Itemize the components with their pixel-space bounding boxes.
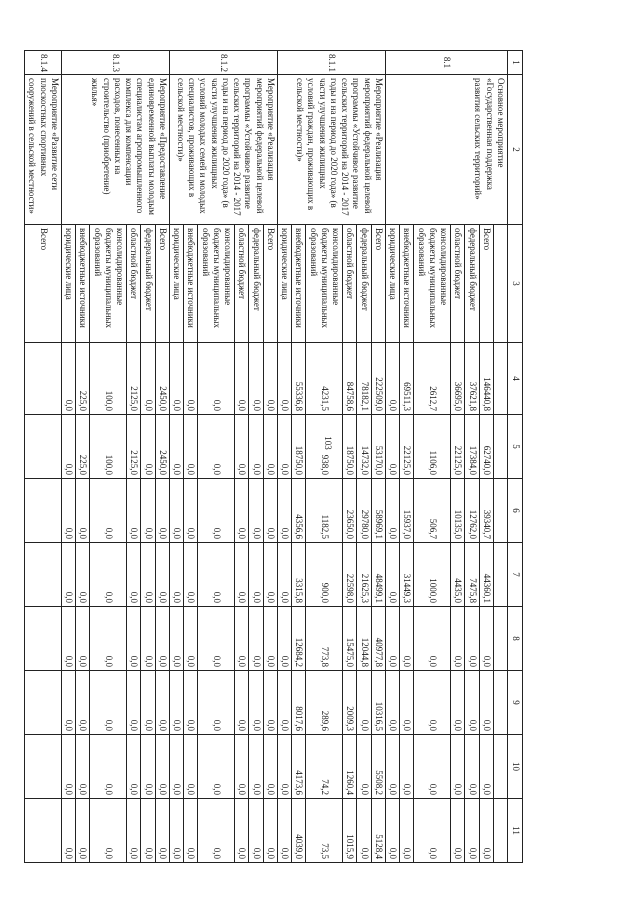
amount-cell: 0,0	[249, 735, 263, 799]
funding-source: Всего	[479, 225, 493, 343]
section-title: Основное мероприятие «Государственная поддержка развития сельских территорий»	[386, 75, 508, 225]
amount-cell	[494, 415, 508, 479]
amount-cell: 37621,8	[465, 343, 479, 415]
amount-cell: 23650,0	[343, 479, 357, 543]
amount-cell: 0,0	[76, 543, 90, 607]
amount-cell	[494, 671, 508, 735]
amount-cell: 62740,0	[479, 415, 493, 479]
amount-cell: 0,0	[235, 343, 249, 415]
amount-cell: 100,0	[90, 343, 127, 415]
amount-cell: 0,0	[249, 799, 263, 863]
funding-source	[494, 225, 508, 343]
column-number-row	[508, 51, 523, 863]
amount-cell	[25, 543, 62, 607]
column-number-header: 6	[508, 479, 523, 543]
amount-cell: 0,0	[357, 671, 371, 735]
amount-cell: 0,0	[451, 799, 465, 863]
amount-cell: 21625,3	[357, 543, 371, 607]
amount-cell: 0,0	[184, 671, 198, 735]
funding-source: Всего	[155, 225, 169, 343]
amount-cell: 0,0	[62, 671, 76, 735]
amount-cell: 8017,6	[292, 671, 306, 735]
amount-cell: 0,0	[400, 799, 414, 863]
amount-cell: 3315,8	[292, 543, 306, 607]
amount-cell: 84758,6	[343, 343, 357, 415]
amount-cell: 0,0	[278, 479, 292, 543]
amount-cell: 0,0	[184, 415, 198, 479]
amount-cell: 0,0	[184, 735, 198, 799]
amount-cell: 0,0	[90, 543, 127, 607]
amount-cell: 146440,8	[479, 343, 493, 415]
amount-cell: 22125,0	[400, 415, 414, 479]
amount-cell: 0,0	[62, 735, 76, 799]
amount-cell: 4231,5	[306, 343, 343, 415]
amount-cell: 0,0	[386, 415, 400, 479]
amount-cell: 0,0	[249, 479, 263, 543]
amount-cell: 2450,0	[155, 415, 169, 479]
amount-cell: 0,0	[90, 799, 127, 863]
amount-cell: 225,0	[76, 415, 90, 479]
funding-source: юридические лица	[170, 225, 184, 343]
amount-cell: 0,0	[141, 543, 155, 607]
amount-cell: 0,0	[235, 607, 249, 671]
amount-cell: 2009,3	[343, 671, 357, 735]
amount-cell	[494, 735, 508, 799]
amount-cell: 0,0	[278, 607, 292, 671]
amount-cell: 1106,0	[414, 415, 451, 479]
amount-cell: 73,5	[306, 799, 343, 863]
amount-cell: 289,6	[306, 671, 343, 735]
amount-cell: 0,0	[451, 735, 465, 799]
amount-cell: 0,0	[263, 543, 277, 607]
budget-table	[24, 50, 523, 863]
amount-cell: 0,0	[127, 735, 141, 799]
amount-cell: 0,0	[184, 343, 198, 415]
amount-cell: 506,7	[414, 479, 451, 543]
amount-cell: 0,0	[386, 479, 400, 543]
funding-source: консолидированные бюджеты муниципальных образований	[198, 225, 235, 343]
amount-cell: 1182,5	[306, 479, 343, 543]
section-code: 8.1.3	[62, 51, 170, 75]
amount-cell: 0,0	[278, 671, 292, 735]
amount-cell: 0,0	[76, 479, 90, 543]
amount-cell: 0,0	[170, 343, 184, 415]
funding-source: консолидированные бюджеты муниципальных образований	[414, 225, 451, 343]
amount-cell: 0,0	[141, 607, 155, 671]
amount-cell: 0,0	[278, 415, 292, 479]
amount-cell: 100,0	[90, 415, 127, 479]
amount-cell: 17384,0	[465, 415, 479, 479]
amount-cell	[25, 343, 62, 415]
amount-cell: 0,0	[386, 735, 400, 799]
amount-cell: 2125,0	[127, 415, 141, 479]
amount-cell: 0,0	[263, 607, 277, 671]
amount-cell: 69511,3	[400, 343, 414, 415]
amount-cell: 2450,0	[155, 343, 169, 415]
amount-cell: 0,0	[249, 671, 263, 735]
amount-cell: 0,0	[141, 415, 155, 479]
amount-cell: 0,0	[62, 479, 76, 543]
amount-cell: 0,0	[400, 671, 414, 735]
amount-cell: 0,0	[76, 799, 90, 863]
amount-cell: 0,0	[198, 671, 235, 735]
amount-cell: 0,0	[263, 735, 277, 799]
amount-cell: 18750,0	[292, 415, 306, 479]
column-number-header: 11	[508, 799, 523, 863]
amount-cell: 1260,4	[343, 735, 357, 799]
table-row	[155, 51, 169, 863]
table-row	[263, 51, 277, 863]
amount-cell: 0,0	[141, 671, 155, 735]
amount-cell: 0,0	[90, 607, 127, 671]
funding-source: федеральный бюджет	[249, 225, 263, 343]
amount-cell: 938,0	[306, 415, 343, 479]
amount-cell: 4356,6	[292, 479, 306, 543]
amount-cell: 0,0	[155, 607, 169, 671]
amount-cell	[494, 543, 508, 607]
amount-cell: 0,0	[386, 343, 400, 415]
amount-cell: 15475,0	[343, 607, 357, 671]
amount-cell: 18750,0	[343, 415, 357, 479]
amount-cell: 0,0	[141, 799, 155, 863]
funding-source: областной бюджет	[235, 225, 249, 343]
table-body	[25, 51, 508, 863]
amount-cell: 900,0	[306, 543, 343, 607]
amount-cell: 53170,0	[371, 415, 385, 479]
amount-cell: 0,0	[155, 543, 169, 607]
amount-cell: 0,0	[386, 799, 400, 863]
amount-cell: 4039,0	[292, 799, 306, 863]
column-number-header: 10	[508, 735, 523, 799]
column-number-header: 9	[508, 671, 523, 735]
amount-cell: 0,0	[263, 343, 277, 415]
amount-cell: 0,0	[263, 671, 277, 735]
amount-cell: 0,0	[357, 799, 371, 863]
amount-cell: 74,2	[306, 735, 343, 799]
amount-cell: 222509,0	[371, 343, 385, 415]
amount-cell: 0,0	[141, 479, 155, 543]
amount-cell: 0,0	[414, 735, 451, 799]
amount-cell: 0,0	[198, 607, 235, 671]
funding-source: консолидированные бюджеты муниципальных образований	[90, 225, 127, 343]
funding-source: юридические лица	[278, 225, 292, 343]
amount-cell: 10316,5	[371, 671, 385, 735]
amount-cell: 0,0	[62, 799, 76, 863]
amount-cell: 12762,0	[465, 479, 479, 543]
amount-cell: 0,0	[249, 543, 263, 607]
amount-cell: 36695,0	[451, 343, 465, 415]
amount-cell: 0,0	[249, 415, 263, 479]
amount-cell: 0,0	[235, 479, 249, 543]
amount-cell: 0,0	[90, 479, 127, 543]
amount-cell: 0,0	[198, 543, 235, 607]
amount-cell: 0,0	[278, 799, 292, 863]
amount-cell: 0,0	[386, 607, 400, 671]
section-title: Мероприятие «Реализация мероприятий федеральной целевой программы «Устойчивое развитие сельских территорий на 2014 - 2017 годы и на период до 2020 года» (в части улучшения жилищных условий граждан, проживающих в сельской местности)»	[278, 75, 386, 225]
amount-cell: 12684,2	[292, 607, 306, 671]
amount-cell: 0,0	[184, 799, 198, 863]
amount-cell: 0,0	[465, 735, 479, 799]
amount-cell	[494, 479, 508, 543]
amount-cell	[25, 479, 62, 543]
funding-source: внебюджетные источники	[184, 225, 198, 343]
amount-cell: 29780,0	[357, 479, 371, 543]
section-code: 8.1.1	[278, 51, 386, 75]
amount-cell: 2612,7	[414, 343, 451, 415]
amount-cell: 0,0	[479, 671, 493, 735]
column-number-header: 2	[508, 75, 523, 225]
amount-cell: 0,0	[386, 671, 400, 735]
funding-source: областной бюджет	[451, 225, 465, 343]
amount-cell: 0,0	[249, 607, 263, 671]
amount-cell: 39340,7	[479, 479, 493, 543]
amount-cell: 22598,0	[343, 543, 357, 607]
funding-source: федеральный бюджет	[357, 225, 371, 343]
section-title: Мероприятие «Развитие сети плоскостных спортивных сооружений в сельской местности»	[25, 75, 62, 225]
page-number: 103	[323, 436, 333, 450]
amount-cell: 0,0	[465, 799, 479, 863]
funding-source: внебюджетные источники	[76, 225, 90, 343]
column-number-header: 8	[508, 607, 523, 671]
amount-cell	[25, 799, 62, 863]
amount-cell: 0,0	[62, 543, 76, 607]
amount-cell: 1015,9	[343, 799, 357, 863]
funding-source: областной бюджет	[343, 225, 357, 343]
amount-cell: 0,0	[155, 671, 169, 735]
amount-cell: 22125,0	[451, 415, 465, 479]
amount-cell: 0,0	[155, 479, 169, 543]
column-number-header: 7	[508, 543, 523, 607]
funding-source: Всего	[371, 225, 385, 343]
column-number-header: 5	[508, 415, 523, 479]
amount-cell: 2125,0	[127, 343, 141, 415]
amount-cell: 0,0	[184, 479, 198, 543]
amount-cell: 31449,3	[400, 543, 414, 607]
amount-cell: 225,0	[76, 343, 90, 415]
amount-cell: 0,0	[263, 479, 277, 543]
amount-cell: 0,0	[278, 543, 292, 607]
amount-cell: 4435,0	[451, 543, 465, 607]
amount-cell: 0,0	[127, 671, 141, 735]
table-row	[25, 51, 62, 863]
amount-cell: 0,0	[127, 799, 141, 863]
amount-cell: 0,0	[249, 343, 263, 415]
amount-cell: 0,0	[90, 735, 127, 799]
amount-cell	[494, 799, 508, 863]
amount-cell: 0,0	[479, 607, 493, 671]
amount-cell: 0,0	[386, 543, 400, 607]
amount-cell: 0,0	[465, 671, 479, 735]
amount-cell: 48499,1	[371, 543, 385, 607]
amount-cell: 0,0	[263, 799, 277, 863]
amount-cell: 14732,0	[357, 415, 371, 479]
amount-cell	[25, 415, 62, 479]
amount-cell: 0,0	[198, 479, 235, 543]
amount-cell: 0,0	[465, 607, 479, 671]
amount-cell	[25, 671, 62, 735]
amount-cell: 15937,0	[400, 479, 414, 543]
amount-cell: 0,0	[198, 415, 235, 479]
amount-cell: 0,0	[170, 415, 184, 479]
amount-cell: 0,0	[414, 671, 451, 735]
amount-cell: 0,0	[76, 607, 90, 671]
amount-cell: 0,0	[127, 543, 141, 607]
amount-cell: 4173,6	[292, 735, 306, 799]
amount-cell: 12044,8	[357, 607, 371, 671]
amount-cell: 0,0	[235, 543, 249, 607]
amount-cell: 78182,1	[357, 343, 371, 415]
amount-cell: 10135,0	[451, 479, 465, 543]
amount-cell: 0,0	[235, 415, 249, 479]
amount-cell: 0,0	[479, 735, 493, 799]
amount-cell: 1000,0	[414, 543, 451, 607]
funding-source: консолидированные бюджеты муниципальных образований	[306, 225, 343, 343]
amount-cell: 7475,8	[465, 543, 479, 607]
column-number-header: 3	[508, 225, 523, 343]
amount-cell: 58969,1	[371, 479, 385, 543]
table-row	[494, 51, 508, 863]
amount-cell: 773,8	[306, 607, 343, 671]
amount-cell	[25, 607, 62, 671]
amount-cell: 0,0	[170, 671, 184, 735]
amount-cell: 0,0	[127, 607, 141, 671]
amount-cell: 0,0	[278, 735, 292, 799]
amount-cell: 0,0	[184, 607, 198, 671]
funding-source: федеральный бюджет	[141, 225, 155, 343]
funding-source: федеральный бюджет	[465, 225, 479, 343]
amount-cell: 0,0	[170, 735, 184, 799]
funding-source: юридические лица	[62, 225, 76, 343]
amount-cell: 0,0	[400, 607, 414, 671]
amount-cell: 0,0	[235, 799, 249, 863]
funding-source: юридические лица	[386, 225, 400, 343]
amount-cell	[494, 343, 508, 415]
amount-cell: 55336,8	[292, 343, 306, 415]
amount-cell: 0,0	[62, 415, 76, 479]
amount-cell: 0,0	[76, 735, 90, 799]
amount-cell: 0,0	[62, 343, 76, 415]
amount-cell: 0,0	[414, 607, 451, 671]
amount-cell: 0,0	[278, 343, 292, 415]
funding-source: Всего	[263, 225, 277, 343]
amount-cell: 0,0	[235, 735, 249, 799]
amount-cell: 0,0	[184, 543, 198, 607]
amount-cell: 0,0	[76, 671, 90, 735]
amount-cell	[494, 607, 508, 671]
amount-cell: 0,0	[62, 607, 76, 671]
amount-cell: 40977,8	[371, 607, 385, 671]
amount-cell: 0,0	[357, 735, 371, 799]
amount-cell: 0,0	[198, 799, 235, 863]
section-code: 8.1	[386, 51, 508, 75]
amount-cell: 0,0	[90, 671, 127, 735]
table-row	[371, 51, 385, 863]
amount-cell: 0,0	[170, 479, 184, 543]
amount-cell	[25, 735, 62, 799]
amount-cell: 5128,4	[371, 799, 385, 863]
section-title: Мероприятие «Предоставление единовременной выплаты молодым специалистам агропромышленного комплекса для компенсации расходов, понесенных на строительство (приобретение) жилья»	[62, 75, 170, 225]
amount-cell: 0,0	[155, 799, 169, 863]
amount-cell: 0,0	[170, 799, 184, 863]
amount-cell: 0,0	[400, 735, 414, 799]
column-number-header: 4	[508, 343, 523, 415]
amount-cell: 0,0	[198, 343, 235, 415]
section-code: 8.1.2	[170, 51, 278, 75]
amount-cell: 0,0	[141, 343, 155, 415]
funding-source: Всего	[25, 225, 62, 343]
amount-cell: 0,0	[141, 735, 155, 799]
amount-cell: 0,0	[155, 735, 169, 799]
column-number-header: 1	[508, 51, 523, 75]
amount-cell: 0,0	[263, 415, 277, 479]
amount-cell: 5508,2	[371, 735, 385, 799]
amount-cell: 0,0	[170, 543, 184, 607]
section-code: 8.1.4	[25, 51, 62, 75]
amount-cell: 0,0	[451, 671, 465, 735]
amount-cell: 0,0	[127, 479, 141, 543]
amount-cell: 0,0	[235, 671, 249, 735]
amount-cell: 0,0	[451, 607, 465, 671]
section-title: Мероприятие «Реализация мероприятий федеральной целевой программы «Устойчивое развитие сельских территорий на 2014 - 2017 годы и на период до 2020 года» (в части улучшения жилищных условий молодых семей и молодых специалистов, проживающих в сельской местности)»	[170, 75, 278, 225]
funding-source: внебюджетные источники	[292, 225, 306, 343]
amount-cell: 0,0	[479, 799, 493, 863]
funding-source: областной бюджет	[127, 225, 141, 343]
amount-cell: 44360,1	[479, 543, 493, 607]
amount-cell: 0,0	[170, 607, 184, 671]
amount-cell: 0,0	[198, 735, 235, 799]
funding-source: внебюджетные источники	[400, 225, 414, 343]
amount-cell: 0,0	[414, 799, 451, 863]
